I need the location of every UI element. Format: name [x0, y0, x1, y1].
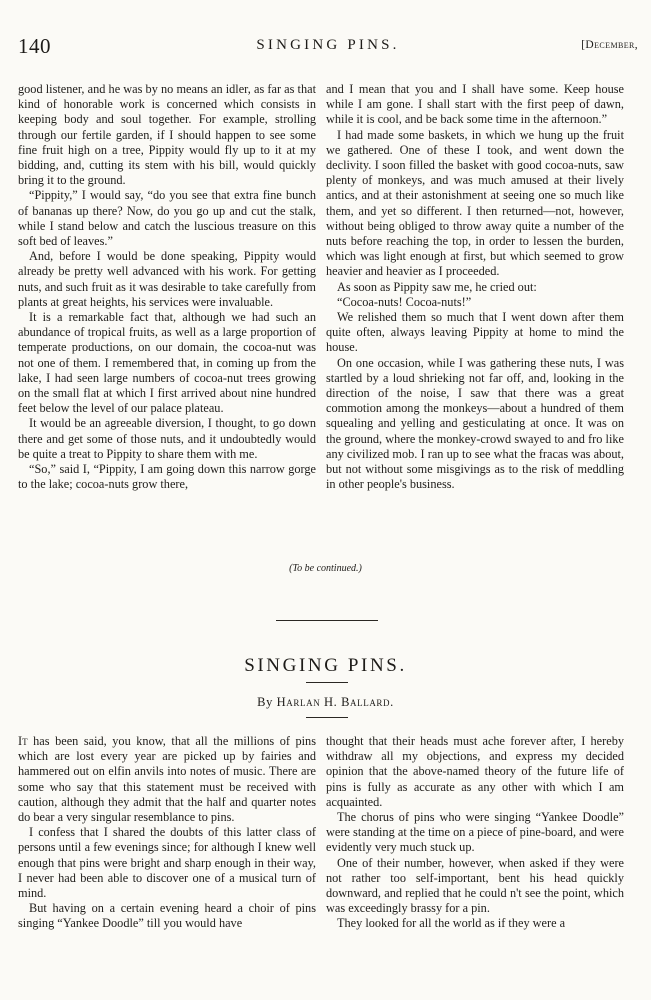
page-number: 140 [18, 34, 51, 58]
byline-rule [306, 717, 348, 718]
paragraph: thought that their heads must ache forever after, I hereby withdraw all my objections, and express my decided opinion that the above-named theory of the future life of pins is fully as accurate as any other with which I am acquainted. [326, 734, 624, 809]
paragraph: On one occasion, while I was gathering these nuts, I was startled by a loud shrieking not far off, and, looking in the direction of the noise, I saw that there was a great commotion among the monkeys—about a hundred of them squealing and yelling and gesticulating at once. It was on the ground, where the monkey-crowd swayed to and fro like any civilized mob. I ran up to see what the fracas was about, but not without some misgivings as to the risk of meddling in other people's business. [326, 355, 624, 492]
paragraph: It would be an agreeable diversion, I thought, to go down there and get some of those nuts, and it undoubtedly would be quite a treat to Pippity to share them with me. [18, 416, 316, 461]
paragraph: It is a remarkable fact that, although we had such an abundance of tropical fruits, as well as a large proportion of temperate productions, on our domain, the cocoa-nut was not one of them. I remembered that, in coming up from the lake, I had seen large numbers of cocoa-nut trees growing on the small flat at which I first arrived about nine hundred feet below the level of our palace plateau. [18, 310, 316, 416]
paragraph: As soon as Pippity saw me, he cried out: [337, 279, 537, 294]
paragraph: “Cocoa-nuts! Cocoa-nuts!” [337, 294, 472, 309]
paragraph: But having on a certain evening heard a choir of pins singing “Yankee Doodle” till you would have [18, 901, 316, 931]
to-be-continued-note: (To be continued.) [289, 563, 362, 574]
paragraph: One of their number, however, when asked if they were not rather too self-important, bent his head quickly downward, and replied that he could n't see the point, which was exceedingly brassy for a pin. [326, 855, 624, 916]
paragraph: “Pippity,” I would say, “do you see that extra fine bunch of bananas up there? Now, do you go up and cut the stalk, while I stand below and catch the luscious treasure on this soft bed of leaves.” [18, 188, 316, 249]
paragraph: “So,” said I, “Pippity, I am going down this narrow gorge to the lake; cocoa-nuts grow there, [18, 462, 316, 492]
byline-prefix: By [257, 695, 273, 709]
paragraph: I had made some baskets, in which we hung up the fruit we gathered. One of these I took, and went down the declivity. I soon filled the basket with good cocoa-nuts, saw plenty of monkeys, and was much amused at their lively antics, and at their astonishment at seeing one so much like them, and yet so different. I then returned—not, however, without being obliged to throw away quite a number of the nuts before reaching the top, in order to lessen the burden, which was light enough at first, but which seemed to grow heavier and heavier as I proceeded. [326, 127, 624, 279]
author-name: Harlan H. Ballard. [276, 695, 394, 709]
paragraph: And, before I would be done speaking, Pippity would already be pretty well advanced with his work. For getting nuts, and such fruit as it was desirable to take carefully from plants at great heights, his services were invaluable. [18, 249, 316, 309]
paragraph: and I mean that you and I shall have some. Keep house while I am gone. I shall start with the first peep of dawn, while it is cool, and be back some time in the afternoon.” [326, 82, 624, 127]
opening-word: It [18, 734, 28, 748]
paragraph: I confess that I shared the doubts of this latter class of persons until a few evenings since; for although I knew well enough that pins were bright and sharp enough in their way, I never had been able to discover one of a musical turn of mind. [18, 825, 316, 901]
byline [0, 695, 651, 710]
page-header [18, 34, 638, 58]
paragraph: We relished them so much that I went down after them quite often, always leaving Pippity at home to mind the house. [326, 310, 624, 355]
opening-text: has been said, you know, that all the millions of pins which are lost every year are picked up by fairies and hammered out on elfin anvils into notes of music. There are some who say that this statement must be received with caution, although they admit that the half and quarter notes do bear a very singular resemblance to pins. [18, 734, 316, 825]
article-right-column [326, 734, 624, 932]
article-title: SINGING PINS. [244, 655, 407, 676]
paragraph [18, 734, 316, 825]
issue-month: [December, [581, 39, 638, 51]
running-title: SINGING PINS. [256, 37, 400, 53]
article-left-column [18, 734, 316, 932]
paragraph: They looked for all the world as if they were a [337, 916, 566, 931]
paragraph: The chorus of pins who were singing “Yankee Doodle” were standing at the time on a piece of pine-board, and were evidently very much stuck up. [326, 810, 624, 855]
paragraph: good listener, and he was by no means an idler, as far as that kind of honorable work is concerned which consists in keeping body and soul together. For example, strolling through our fertile garden, if I should happen to see some fine fruit high on a tree, Pippity would fly up to it at my bidding, and, cutting its stem with his bill, would quickly bring it to the ground. [18, 82, 316, 188]
section-separator-rule [276, 620, 378, 621]
prev-article-right-column [326, 82, 624, 492]
title-rule [306, 682, 348, 683]
prev-article-left-column [18, 82, 316, 492]
